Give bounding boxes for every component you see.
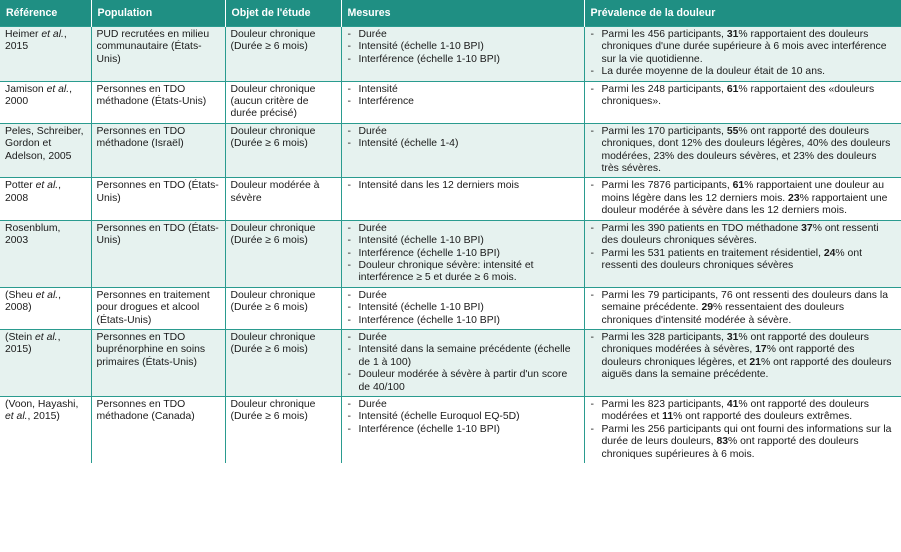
cell-reference: (Stein et al., 2015) bbox=[0, 329, 91, 396]
cell-objet: Douleur chronique (aucun critère de durée précisé) bbox=[225, 81, 341, 123]
header-reference: Référence bbox=[0, 0, 91, 27]
cell-mesures bbox=[341, 329, 584, 396]
prevalence-item: - Parmi les 79 participants, 76 ont ressenti des douleurs dans la semaine précédente. 29% ressentaient des douleurs chroniques d'intensité modérée à sévère. bbox=[590, 290, 897, 327]
table-row bbox=[0, 27, 901, 82]
cell-prevalence bbox=[584, 27, 901, 82]
cell-population: Personnes en traitement pour drogues et alcool (États-Unis) bbox=[91, 287, 225, 329]
cell-objet: Douleur chronique (Durée ≥ 6 mois) bbox=[225, 123, 341, 178]
cell-objet: Douleur chronique (Durée ≥ 6 mois) bbox=[225, 27, 341, 82]
cell-objet: Douleur modérée à sévère bbox=[225, 178, 341, 220]
prevalence-item: - Parmi les 256 participants qui ont fourni des informations sur la durée de leurs douleurs, 83% ont rapporté des douleurs chroniques supérieures à 6 mois. bbox=[590, 424, 897, 461]
mesure-item: - Douleur modérée à sévère à partir d'un score de 40/100 bbox=[347, 369, 579, 394]
mesure-item: - Intensité dans la semaine précédente (échelle de 1 à 100) bbox=[347, 344, 579, 369]
cell-reference: Rosenblum, 2003 bbox=[0, 220, 91, 287]
table-row bbox=[0, 396, 901, 463]
table-row bbox=[0, 178, 901, 220]
mesure-item: - Interférence (échelle 1-10 BPI) bbox=[347, 54, 579, 66]
mesure-item: - Interférence (échelle 1-10 BPI) bbox=[347, 315, 579, 327]
cell-reference: (Sheu et al., 2008) bbox=[0, 287, 91, 329]
mesure-item: - Durée bbox=[347, 290, 579, 302]
mesure-item: - Intensité (échelle 1-4) bbox=[347, 138, 579, 150]
cell-prevalence bbox=[584, 287, 901, 329]
mesure-item: - Durée bbox=[347, 399, 579, 411]
mesure-item: - Interférence (échelle 1-10 BPI) bbox=[347, 248, 579, 260]
cell-prevalence bbox=[584, 396, 901, 463]
mesure-item: - Intensité (échelle 1-10 BPI) bbox=[347, 235, 579, 247]
mesure-item: - Intensité (échelle Euroquol EQ-5D) bbox=[347, 411, 579, 423]
cell-population: Personnes en TDO (États-Unis) bbox=[91, 220, 225, 287]
mesure-item: - Intensité dans les 12 derniers mois bbox=[347, 180, 579, 192]
cell-prevalence bbox=[584, 329, 901, 396]
prevalence-item: - Parmi les 823 participants, 41% ont rapporté des douleurs modérées et 11% ont rapporté des douleurs extrêmes. bbox=[590, 399, 897, 424]
prevalence-item: - La durée moyenne de la douleur était de 10 ans. bbox=[590, 66, 897, 78]
cell-mesures bbox=[341, 123, 584, 178]
header-population: Population bbox=[91, 0, 225, 27]
table-row bbox=[0, 329, 901, 396]
mesure-item: - Interférence bbox=[347, 96, 579, 108]
cell-objet: Douleur chronique (Durée ≥ 6 mois) bbox=[225, 287, 341, 329]
prevalence-item: - Parmi les 7876 participants, 61% rapportaient une douleur au moins légère dans les 12 derniers mois. 23% rapportaient une douleur modérée à sévère dans les 12 derniers mois. bbox=[590, 180, 897, 217]
table-row bbox=[0, 123, 901, 178]
mesure-item: - Durée bbox=[347, 29, 579, 41]
prevalence-item: - Parmi les 390 patients en TDO méthadone 37% ont ressenti des douleurs chroniques sévères. bbox=[590, 223, 897, 248]
cell-prevalence bbox=[584, 220, 901, 287]
cell-mesures bbox=[341, 81, 584, 123]
cell-objet: Douleur chronique (Durée ≥ 6 mois) bbox=[225, 329, 341, 396]
mesure-item: - Interférence (échelle 1-10 BPI) bbox=[347, 424, 579, 436]
cell-reference: Heimer et al., 2015 bbox=[0, 27, 91, 82]
mesure-item: - Durée bbox=[347, 332, 579, 344]
table-header-row bbox=[0, 0, 901, 27]
prevalence-item: - Parmi les 170 participants, 55% ont rapporté des douleurs chroniques, dont 12% des douleurs légères, 40% des douleurs modérées, 23% des douleurs sévères, et 23% des douleurs très sévères. bbox=[590, 126, 897, 176]
mesure-item: - Douleur chronique sévère: intensité et interférence ≥ 5 et durée ≥ 6 mois. bbox=[347, 260, 579, 285]
cell-reference: Peles, Schreiber, Gordon et Adelson, 2005 bbox=[0, 123, 91, 178]
header-mesures: Mesures bbox=[341, 0, 584, 27]
cell-population: Personnes en TDO méthadone (États-Unis) bbox=[91, 81, 225, 123]
mesure-item: - Durée bbox=[347, 223, 579, 235]
table-row bbox=[0, 287, 901, 329]
mesure-item: - Intensité (échelle 1-10 BPI) bbox=[347, 41, 579, 53]
table-row bbox=[0, 81, 901, 123]
cell-mesures bbox=[341, 220, 584, 287]
header-prevalence: Prévalence de la douleur bbox=[584, 0, 901, 27]
cell-objet: Douleur chronique (Durée ≥ 6 mois) bbox=[225, 220, 341, 287]
prevalence-item: - Parmi les 531 patients en traitement résidentiel, 24% ont ressenti des douleurs chroniques sévères bbox=[590, 248, 897, 273]
cell-prevalence bbox=[584, 178, 901, 220]
mesure-item: - Intensité (échelle 1-10 BPI) bbox=[347, 302, 579, 314]
mesure-item: - Durée bbox=[347, 126, 579, 138]
cell-population: Personnes en TDO buprénorphine en soins primaires (États-Unis) bbox=[91, 329, 225, 396]
cell-reference: (Voon, Hayashi, et al., 2015) bbox=[0, 396, 91, 463]
mesure-item: - Intensité bbox=[347, 84, 579, 96]
cell-reference: Jamison et al., 2000 bbox=[0, 81, 91, 123]
prevalence-item: - Parmi les 456 participants, 31% rapportaient des douleurs chroniques d'une durée supérieure à 6 mois avec interférence sur la vie quotidienne. bbox=[590, 29, 897, 66]
cell-mesures bbox=[341, 27, 584, 82]
cell-population: PUD recrutées en milieu communautaire (États-Unis) bbox=[91, 27, 225, 82]
table-row bbox=[0, 220, 901, 287]
cell-mesures bbox=[341, 396, 584, 463]
cell-mesures bbox=[341, 178, 584, 220]
header-objet: Objet de l'étude bbox=[225, 0, 341, 27]
prevalence-item: - Parmi les 328 participants, 31% ont rapporté des douleurs chroniques modérées à sévères, 17% ont rapporté des douleurs chroniques légères, et 21% ont rapporté des douleurs aiguës dans la semaine précédente. bbox=[590, 332, 897, 382]
cell-reference: Potter et al., 2008 bbox=[0, 178, 91, 220]
cell-prevalence bbox=[584, 81, 901, 123]
cell-objet: Douleur chronique (Durée ≥ 6 mois) bbox=[225, 396, 341, 463]
cell-population: Personnes en TDO méthadone (Israël) bbox=[91, 123, 225, 178]
prevalence-item: - Parmi les 248 participants, 61% rapportaient des «douleurs chroniques». bbox=[590, 84, 897, 109]
cell-prevalence bbox=[584, 123, 901, 178]
cell-population: Personnes en TDO (États-Unis) bbox=[91, 178, 225, 220]
cell-population: Personnes en TDO méthadone (Canada) bbox=[91, 396, 225, 463]
cell-mesures bbox=[341, 287, 584, 329]
